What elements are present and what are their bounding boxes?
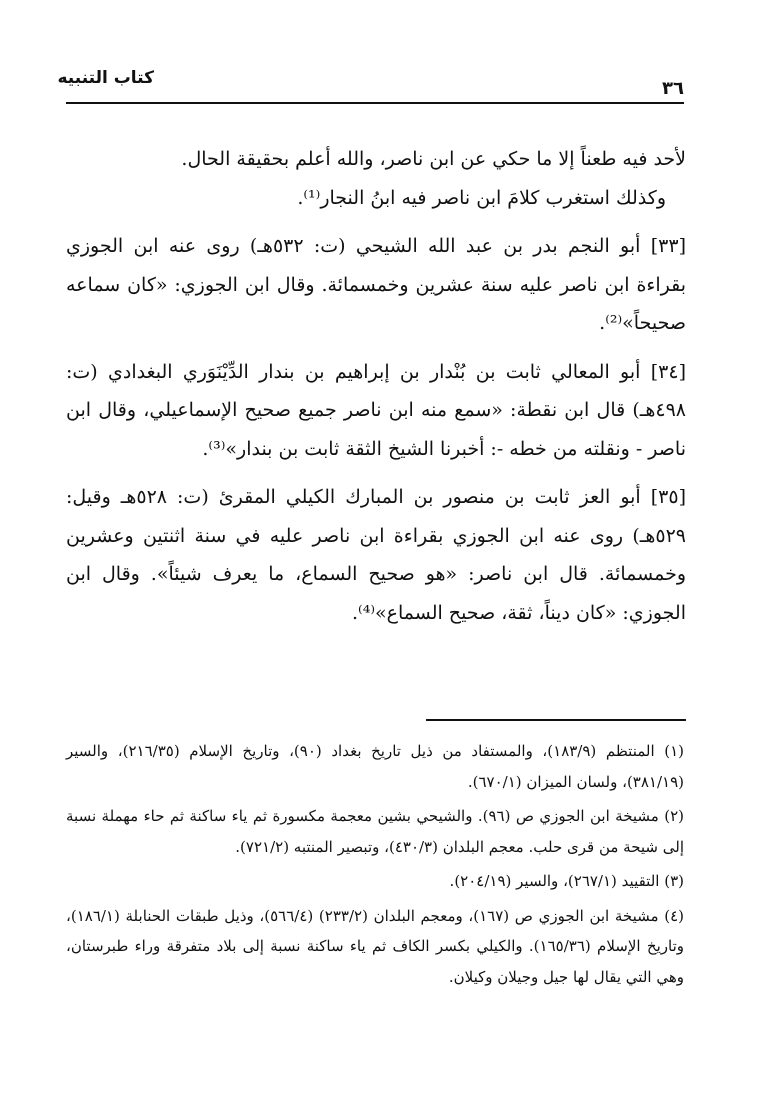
entry-35: [٣٥] أبو العز ثابت بن منصور بن المبارك الكيلي المقرئ (ت: ٥٢٨هـ وقيل: ٥٢٩هـ) روى عنه ابن الجوزي بقراءة ابن ناصر عليه في سنة اثنتين وعشرين وخمسمائة. قال ابن ناصر: «هو صحيح السماع، ما يعرف شيئاً». وقال ابن الجوزي: «كان ديناً، ثقة، صحيح السماع»⁽⁴⁾. bbox=[66, 486, 686, 624]
footnotes bbox=[66, 736, 684, 992]
footnote-4: (٤) مشيخة ابن الجوزي ص (١٦٧)، ومعجم البلدان (٢٣٣/٢) (٥٦٦/٤)، وذيل طبقات الحنابلة (١٨٦/١)، وتاريخ الإسلام (١٦٥/٣٦). والكيلي بكسر الكاف ثم ياء ساكنة نسبة إلى بلاد متفرقة وراء طبرستان، وهي التي يقال لها جيل وجيلان وكيلان. bbox=[66, 906, 684, 986]
running-title: كتاب التنبيه bbox=[57, 68, 154, 88]
page-header bbox=[57, 64, 684, 104]
entry-34: [٣٤] أبو المعالي ثابت بن بُنْدار بن إبراهيم بن بندار الدِّيْنَوَري البغدادي (ت: ٤٩٨هـ) قال ابن نقطة: «سمع منه ابن ناصر جميع صحيح الإسماعيلي، وقال ابن ناصر - ونقلته من خطه -: أخبرنا الشيخ الثقة ثابت بن بندار»⁽³⁾. bbox=[66, 360, 686, 460]
header-rule bbox=[66, 102, 684, 104]
footnote-3: (٣) التقييد (٢٦٧/١)، والسير (٢٠٤/١٩). bbox=[449, 872, 684, 890]
paragraph-ibn-najjar: وكذلك استغرب كلامَ ابن ناصر فيه ابنُ النجار⁽¹⁾. bbox=[297, 186, 666, 209]
main-text bbox=[66, 140, 686, 632]
page-number: ٣٦ bbox=[662, 78, 684, 99]
footnote-2: (٢) مشيخة ابن الجوزي ص (٩٦). والشيحي بشين معجمة مكسورة ثم ياء ساكنة ثم حاء مهملة نسبة إلى شيحة من قرى حلب. معجم البلدان (٤٣٠/٣)، وتبصير المنتبه (٧٢١/٢). bbox=[66, 807, 684, 856]
paragraph-continuation: لأحد فيه طعناً إلا ما حكي عن ابن ناصر، والله أعلم بحقيقة الحال. bbox=[181, 148, 686, 170]
entry-33: [٣٣] أبو النجم بدر بن عبد الله الشيحي (ت: ٥٣٢هـ) روى عنه ابن الجوزي بقراءة ابن ناصر عليه سنة عشرين وخمسمائة. وقال ابن الجوزي: «كان سماعه صحيحاً»⁽²⁾. bbox=[66, 235, 686, 334]
footnote-1: (١) المنتظم (١٨٣/٩)، والمستفاد من ذيل تاريخ بغداد (٩٠)، وتاريخ الإسلام (٢١٦/٣٥)، والسير (٣٨١/١٩)، ولسان الميزان (٦٧٠/١). bbox=[66, 742, 685, 791]
footnote-separator bbox=[426, 719, 686, 721]
